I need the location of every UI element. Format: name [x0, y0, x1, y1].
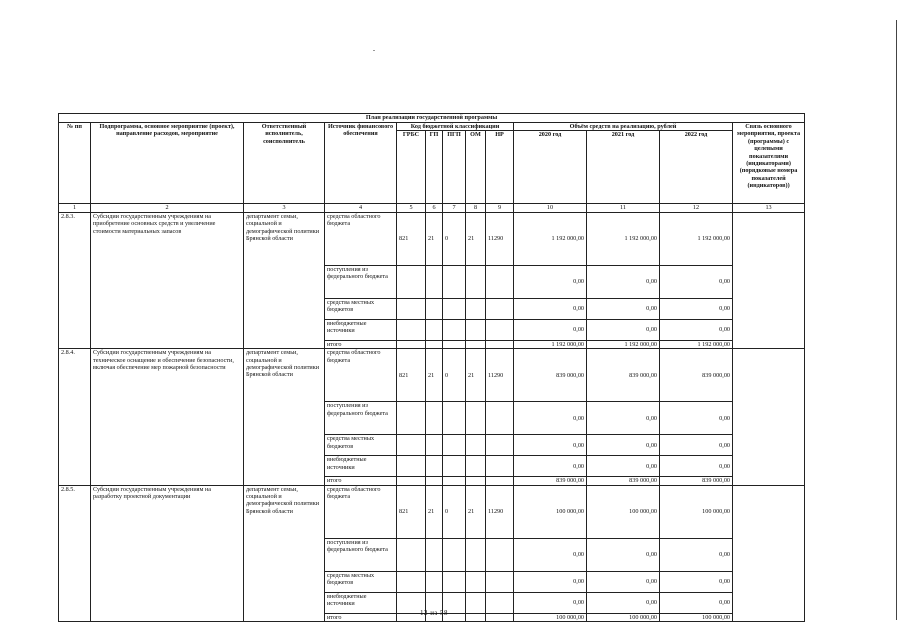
column-number: 3 [244, 204, 325, 212]
funding-source: внебюджетные источники [325, 592, 397, 613]
item-name: Субсидии государственным учреждениям на приобретение основных средств и увеличение стоимости материальных запасов [91, 212, 244, 348]
code-gp [426, 571, 443, 592]
amount-2021: 0,00 [587, 538, 660, 571]
code-om [466, 592, 486, 613]
table-title: План реализации государственной программы [59, 114, 805, 123]
block-row-main [59, 349, 805, 402]
total-2022: 1 192 000,00 [660, 340, 733, 348]
header-pgp: ПГП [443, 131, 466, 204]
amount-2021: 0,00 [587, 319, 660, 340]
amount-2020: 0,00 [514, 402, 587, 435]
funding-source: средства местных бюджетов [325, 571, 397, 592]
header-volume-group: Объём средств на реализацию, рублей [514, 123, 733, 131]
column-number: 13 [733, 204, 805, 212]
code-grbs [397, 340, 426, 348]
code-pgp [443, 265, 466, 298]
code-om [466, 402, 486, 435]
code-gp [426, 435, 443, 456]
code-pgp [443, 298, 466, 319]
column-number: 8 [466, 204, 486, 212]
amount-2021: 0,00 [587, 456, 660, 477]
column-number: 10 [514, 204, 587, 212]
code-nr [486, 319, 514, 340]
amount-2020: 0,00 [514, 435, 587, 456]
amount-2022: 0,00 [660, 298, 733, 319]
code-pgp [443, 456, 466, 477]
amount-2022: 0,00 [660, 319, 733, 340]
total-2020: 100 000,00 [514, 613, 587, 621]
item-executor: департамент семьи, социальной и демографической политики Брянской области [244, 349, 325, 485]
code-nr: 11290 [486, 485, 514, 538]
code-nr [486, 477, 514, 485]
program-plan-table [58, 113, 805, 622]
funding-source: средства местных бюджетов [325, 298, 397, 319]
indicator-link [733, 485, 805, 621]
code-grbs [397, 456, 426, 477]
code-nr [486, 613, 514, 621]
code-gp [426, 298, 443, 319]
code-grbs [397, 538, 426, 571]
code-om: 21 [466, 349, 486, 402]
item-name: Субсидии государственным учреждениям на разработку проектной документации [91, 485, 244, 621]
funding-source: средства местных бюджетов [325, 435, 397, 456]
amount-2021: 0,00 [587, 265, 660, 298]
column-number: 7 [443, 204, 466, 212]
code-nr [486, 592, 514, 613]
header-nr: НР [486, 131, 514, 204]
funding-source: внебюджетные источники [325, 319, 397, 340]
item-number: 2.8.4. [59, 349, 91, 485]
funding-source: средства областного бюджета [325, 349, 397, 402]
code-pgp: 0 [443, 485, 466, 538]
amount-2021: 100 000,00 [587, 485, 660, 538]
amount-2020: 1 192 000,00 [514, 212, 587, 265]
header-grbs: ГРБС [397, 131, 426, 204]
amount-2022: 0,00 [660, 592, 733, 613]
header-name: Подпрограмма, основное мероприятие (проект), направление расходов, мероприятие [91, 123, 244, 204]
column-number: 9 [486, 204, 514, 212]
code-nr: 11290 [486, 212, 514, 265]
code-nr [486, 265, 514, 298]
code-gp [426, 477, 443, 485]
amount-2020: 100 000,00 [514, 485, 587, 538]
code-om [466, 456, 486, 477]
header-2021: 2021 год [587, 131, 660, 204]
amount-2022: 0,00 [660, 265, 733, 298]
code-grbs [397, 298, 426, 319]
indicator-link [733, 349, 805, 485]
code-om [466, 613, 486, 621]
header-om: ОМ [466, 131, 486, 204]
funding-source: поступления из федерального бюджета [325, 265, 397, 298]
code-om [466, 340, 486, 348]
amount-2022: 100 000,00 [660, 485, 733, 538]
total-2021: 1 192 000,00 [587, 340, 660, 348]
column-number: 12 [660, 204, 733, 212]
amount-2020: 0,00 [514, 571, 587, 592]
amount-2021: 0,00 [587, 402, 660, 435]
amount-2022: 0,00 [660, 456, 733, 477]
code-om [466, 477, 486, 485]
total-label: итого [325, 613, 397, 621]
code-grbs [397, 435, 426, 456]
code-om: 21 [466, 212, 486, 265]
code-om [466, 298, 486, 319]
column-numbers-row [59, 204, 805, 212]
block-row-main [59, 212, 805, 265]
header-link: Связь основного мероприятия, проекта (программы) с целевыми показателями (индикаторами) (порядковые номера показателей (индикаторов)) [733, 123, 805, 204]
code-om [466, 265, 486, 298]
code-om [466, 538, 486, 571]
code-grbs [397, 477, 426, 485]
code-gp [426, 265, 443, 298]
amount-2022: 1 192 000,00 [660, 212, 733, 265]
block-row-main [59, 485, 805, 538]
item-number: 2.8.3. [59, 212, 91, 348]
code-nr [486, 340, 514, 348]
code-grbs [397, 319, 426, 340]
item-number: 2.8.5. [59, 485, 91, 621]
code-nr: 11290 [486, 349, 514, 402]
amount-2021: 0,00 [587, 435, 660, 456]
amount-2020: 839 000,00 [514, 349, 587, 402]
amount-2022: 0,00 [660, 538, 733, 571]
header-code-group: Код бюджетной классификации [397, 123, 514, 131]
code-nr [486, 435, 514, 456]
amount-2021: 0,00 [587, 298, 660, 319]
code-gp [426, 340, 443, 348]
column-number: 2 [91, 204, 244, 212]
header-2020: 2020 год [514, 131, 587, 204]
indicator-link [733, 212, 805, 348]
column-number: 6 [426, 204, 443, 212]
amount-2020: 0,00 [514, 319, 587, 340]
total-2020: 839 000,00 [514, 477, 587, 485]
amount-2020: 0,00 [514, 298, 587, 319]
code-grbs [397, 265, 426, 298]
item-executor: департамент семьи, социальной и демографической политики Брянской области [244, 212, 325, 348]
scan-edge-line [896, 20, 897, 620]
amount-2020: 0,00 [514, 538, 587, 571]
code-grbs: 821 [397, 212, 426, 265]
total-2021: 100 000,00 [587, 613, 660, 621]
code-om [466, 571, 486, 592]
column-number: 1 [59, 204, 91, 212]
total-label: итого [325, 340, 397, 348]
code-gp: 21 [426, 485, 443, 538]
amount-2021: 839 000,00 [587, 349, 660, 402]
code-gp: 21 [426, 349, 443, 402]
code-pgp [443, 571, 466, 592]
item-name: Субсидии государственным учреждениям на техническое оснащение и обеспечение безопасности, включая обеспечение мер пожарной безопасности [91, 349, 244, 485]
code-pgp [443, 319, 466, 340]
code-pgp [443, 402, 466, 435]
code-gp: 21 [426, 212, 443, 265]
header-2022: 2022 год [660, 131, 733, 204]
code-nr [486, 538, 514, 571]
code-pgp [443, 435, 466, 456]
header-executor: Ответственный исполнитель, соисполнитель [244, 123, 325, 204]
total-2022: 100 000,00 [660, 613, 733, 621]
amount-2021: 0,00 [587, 571, 660, 592]
total-2020: 1 192 000,00 [514, 340, 587, 348]
code-gp [426, 456, 443, 477]
code-grbs: 821 [397, 485, 426, 538]
amount-2022: 0,00 [660, 402, 733, 435]
header-source: Источник финансового обеспечения [325, 123, 397, 204]
amount-2020: 0,00 [514, 592, 587, 613]
column-number: 11 [587, 204, 660, 212]
header-gp: ГП [426, 131, 443, 204]
page-number: 12 из 58 [420, 609, 449, 617]
code-nr [486, 456, 514, 477]
funding-source: средства областного бюджета [325, 485, 397, 538]
code-om: 21 [466, 485, 486, 538]
code-gp [426, 402, 443, 435]
amount-2020: 0,00 [514, 456, 587, 477]
code-pgp [443, 340, 466, 348]
total-2022: 839 000,00 [660, 477, 733, 485]
funding-source: поступления из федерального бюджета [325, 402, 397, 435]
code-gp [426, 319, 443, 340]
funding-source: средства областного бюджета [325, 212, 397, 265]
column-number: 5 [397, 204, 426, 212]
amount-2022: 839 000,00 [660, 349, 733, 402]
code-grbs [397, 402, 426, 435]
code-pgp: 0 [443, 349, 466, 402]
funding-source: поступления из федерального бюджета [325, 538, 397, 571]
code-nr [486, 298, 514, 319]
code-pgp: 0 [443, 212, 466, 265]
funding-source: внебюджетные источники [325, 456, 397, 477]
amount-2022: 0,00 [660, 435, 733, 456]
amount-2020: 0,00 [514, 265, 587, 298]
item-executor: департамент семьи, социальной и демографической политики Брянской области [244, 485, 325, 621]
total-label: итого [325, 477, 397, 485]
code-grbs: 821 [397, 349, 426, 402]
code-pgp [443, 538, 466, 571]
amount-2021: 0,00 [587, 592, 660, 613]
column-number: 4 [325, 204, 397, 212]
code-grbs [397, 571, 426, 592]
code-om [466, 319, 486, 340]
code-om [466, 435, 486, 456]
amount-2021: 1 192 000,00 [587, 212, 660, 265]
code-nr [486, 402, 514, 435]
scan-speck [373, 50, 375, 51]
code-gp [426, 538, 443, 571]
code-nr [486, 571, 514, 592]
header-num: № пп [59, 123, 91, 204]
amount-2022: 0,00 [660, 571, 733, 592]
total-2021: 839 000,00 [587, 477, 660, 485]
code-pgp [443, 477, 466, 485]
